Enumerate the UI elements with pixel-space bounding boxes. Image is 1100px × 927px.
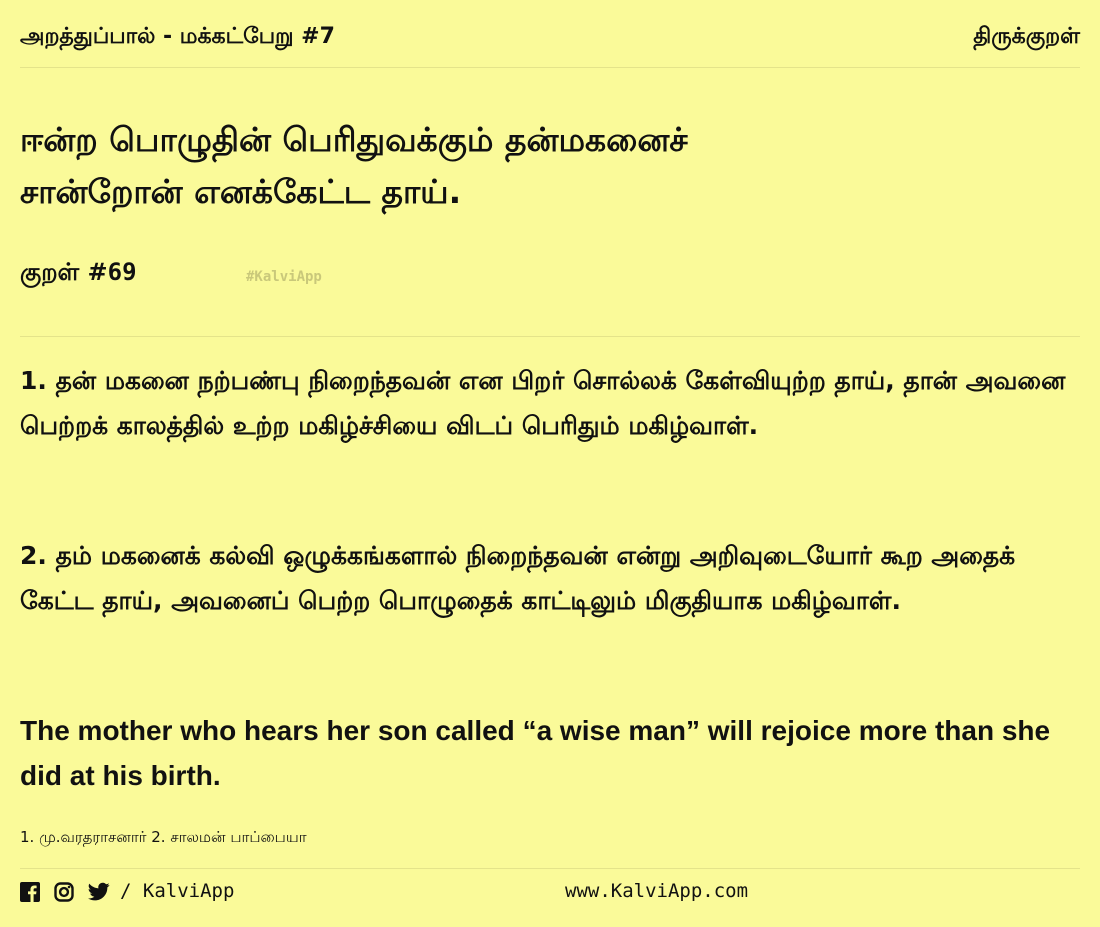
english-translation: The mother who hears her son called “a wise man” will rejoice more than she did at his birth.	[20, 715, 1051, 791]
twitter-icon[interactable]	[88, 882, 108, 902]
website-link[interactable]: www.KalviApp.com	[565, 880, 749, 902]
kural-line-1: ஈன்ற பொழுதின் பெரிதுவக்கும் தன்மகனைச்	[20, 120, 688, 159]
social-icons	[20, 882, 122, 902]
explanation-2-index: 2.	[20, 541, 47, 570]
kural-number-label: குறள் #	[20, 258, 108, 286]
footer	[20, 880, 1080, 906]
kural-number	[20, 258, 137, 289]
explanation-2-text: தம் மகனைக் கல்வி ஒழுக்கங்களால் நிறைந்தவன் என்று அறிவுடையோர் கூற அதைக் கேட்ட தாய், அவனைப் பெற்ற பொழுதைக் காட்டிலும் மிகுதியாக மகிழ்வாள்.	[20, 541, 1016, 615]
facebook-icon[interactable]	[20, 882, 40, 902]
social-handle[interactable]: / KalviApp	[120, 880, 235, 902]
verse-divider	[20, 336, 1080, 337]
explanation-2	[20, 533, 1080, 623]
credits: 1. மு.வரதராசனார் 2. சாலமன் பாப்பையா	[20, 828, 307, 846]
explanation-1-text: தன் மகனை நற்பண்பு நிறைந்தவன் என பிறர் சொல்லக் கேள்வியுற்ற தாய், தான் அவனை பெற்றக் காலத்தில் உற்ற மகிழ்ச்சியை விடப் பெரிதும் மகிழ்வாள்.	[20, 366, 1066, 440]
kural-verse	[20, 114, 1080, 218]
header	[20, 24, 1080, 64]
explanation-1	[20, 358, 1080, 448]
explanation-1-index: 1.	[20, 366, 47, 395]
header-divider	[20, 67, 1080, 68]
section-title: அறத்துப்பால் - மக்கட்பேறு #7	[20, 24, 335, 49]
kural-line-2: சான்றோன் எனக்கேட்ட தாய்.	[20, 172, 462, 211]
kural-card	[20, 0, 1080, 927]
kural-number-value: 69	[107, 258, 137, 286]
brand-title: திருக்குறள்	[973, 24, 1080, 49]
hashtag-watermark: #KalviApp	[246, 269, 322, 285]
footer-divider	[20, 868, 1080, 869]
instagram-icon[interactable]	[54, 882, 74, 902]
